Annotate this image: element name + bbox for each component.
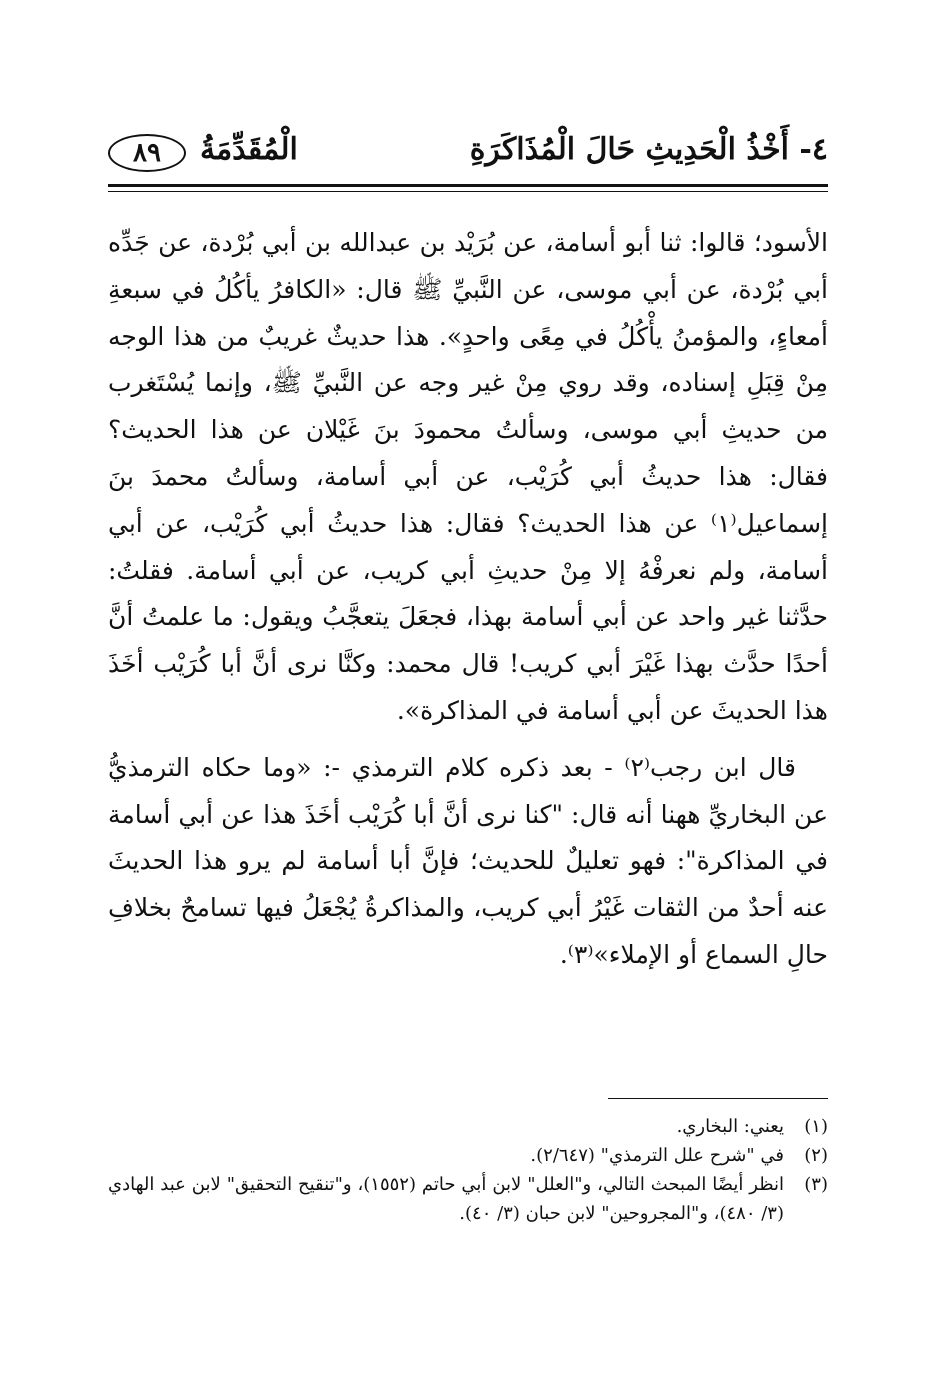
header-rule-thin (108, 191, 828, 192)
main-text (108, 220, 828, 979)
footnote-text: انظر أيضًا المبحث التالي، و"العلل" لابن أبي حاتم (١٥٥٢)، و"تنقيح التحقيق" لابن عبد الهادي (٣/ ٤٨٠)، و"المجروحين" لابن حبان (٣/ ٤٠). (108, 1174, 785, 1224)
footnote-text: في "شرح علل الترمذي" (٢/٦٤٧). (530, 1145, 784, 1166)
footnote-number: (٢) (804, 1145, 828, 1166)
footnote (108, 1141, 828, 1170)
footnotes (108, 1112, 828, 1228)
footnote-number: (٣) (804, 1174, 828, 1195)
paragraph: الأسود؛ قالوا: ثنا أبو أسامة، عن بُرَيْد بن عبدالله بن أبي بُرْدة، عن جَدِّه أبي بُرْدة، عن أبي موسى، عن النَّبيِّ ﷺ قال: «الكافرُ يأكُلُ في سبعةِ أمعاءٍ، والمؤمنُ يأْكُلُ في مِعًى واحدٍ». هذا حديثٌ غريبٌ من هذا الوجه مِنْ قِبَلِ إسناده، وقد روي مِنْ غير وجه عن النَّبيِّ ﷺ، وإنما يُسْتَغرب من حديثِ أبي موسى، وسألتُ محمودَ بنَ غَيْلان عن هذا الحديث؟ فقال: هذا حديثُ أبي كُرَيْب، عن أبي أسامة، وسألتُ محمدَ بنَ إسماعيل⁽١⁾ عن هذا الحديث؟ فقال: هذا حديثُ أبي كُرَيْب، عن أبي أسامة، ولم نعرفْهُ إلا مِنْ حديثِ أبي كريب، عن أبي أسامة. فقلتُ: حدَّثنا غير واحد عن أبي أسامة بهذا، فجعَلَ يتعجَّبُ ويقول: ما علمتُ أنَّ أحدًا حدَّث بهذا غَيْرَ أبي كريب! قال محمد: وكنَّا نرى أنَّ أبا كُرَيْب أخَذَ هذا الحديثَ عن أبي أسامة في المذاكرة». (108, 228, 828, 725)
page-header (108, 126, 828, 182)
paragraph: قال ابن رجب⁽٢⁾ - بعد ذكره كلام الترمذي -: «وما حكاه الترمذيُّ عن البخاريِّ ههنا أنه قال: "كنا نرى أنَّ أبا كُرَيْب أخَذَ هذا عن أبي أسامة في المذاكرة": فهو تعليلٌ للحديث؛ فإنَّ أبا أسامة لم يرو هذا الحديثَ عنه أحدٌ من الثقات غَيْرُ أبي كريب، والمذاكرةُ يُجْعَلُ فيها تسامحٌ بخلافِ حالِ السماع أو الإملاء»⁽٣⁾. (108, 752, 828, 969)
header-rule-thick (108, 184, 828, 187)
footnote-number: (١) (804, 1116, 828, 1137)
page-number-badge: ٨٩ (108, 134, 186, 172)
footnote-text: يعني: البخاري. (676, 1116, 784, 1137)
chapter-name: الْمُقَدِّمَةُ (200, 132, 298, 167)
footnote-separator (608, 1098, 828, 1099)
footnote (108, 1112, 828, 1141)
footnote (108, 1170, 828, 1228)
section-title: ٤- أَخْذُ الْحَدِيثِ حَالَ الْمُذَاكَرَةِ (469, 132, 828, 167)
